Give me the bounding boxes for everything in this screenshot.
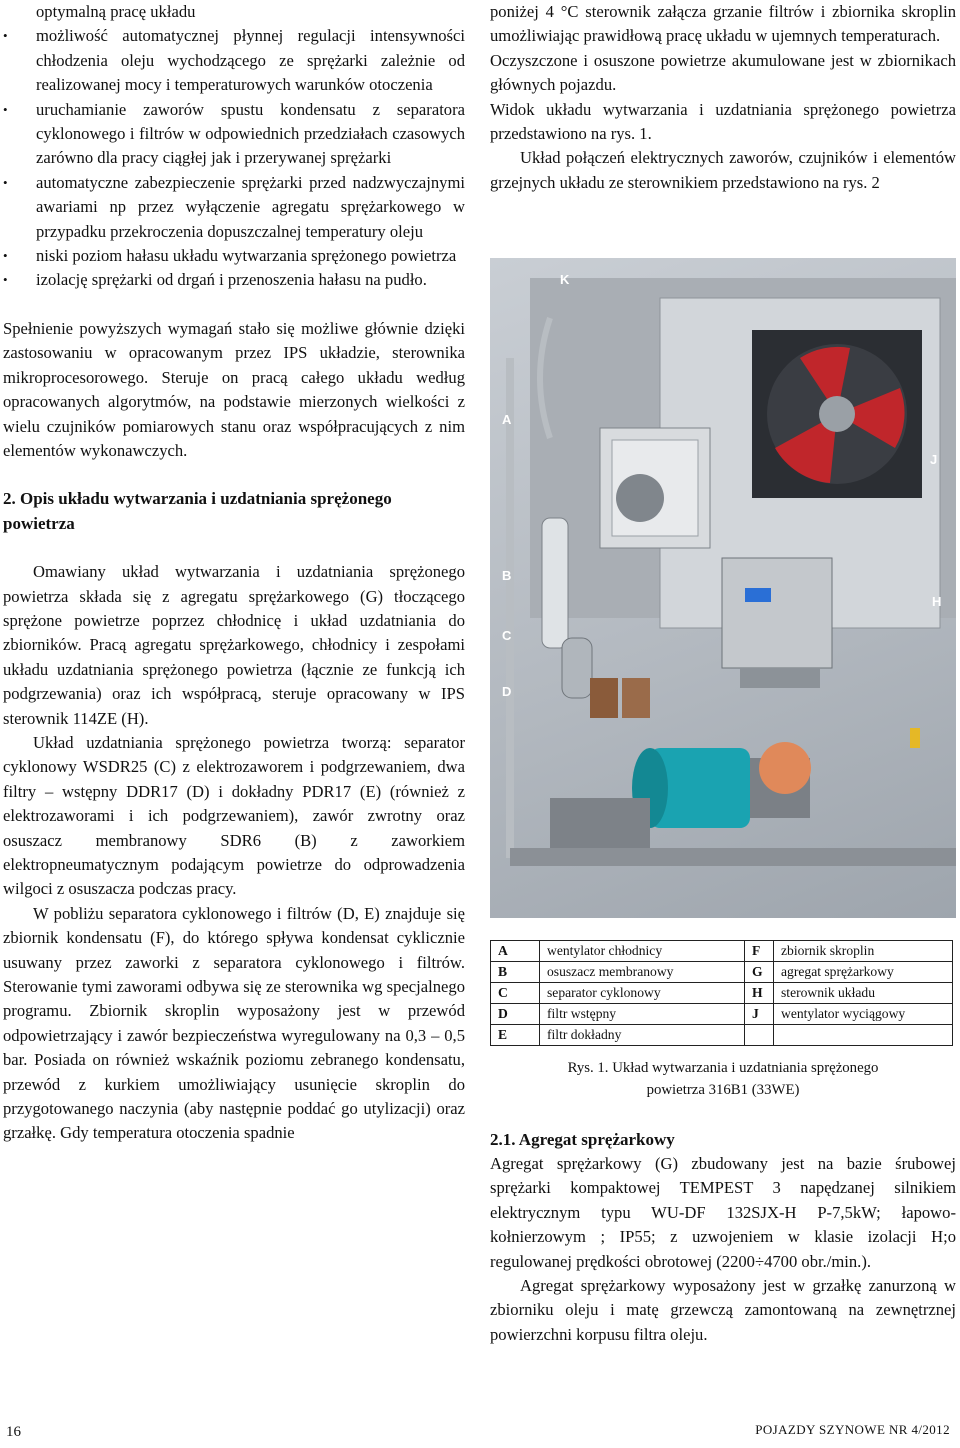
label-j: J	[930, 452, 938, 467]
list-item: • automatyczne zabezpieczenie sprężarki przed nadzwyczajnymi awariami np przez wyłączenie agregatu sprężarkowego w przypadku przekroczenia dopuszczalnej temperatury oleju	[3, 171, 465, 244]
legend-key: H	[745, 983, 774, 1004]
paragraph: poniżej 4 °C sterownik załącza grzanie filtrów i zbiornika skroplin umożliwiając prawidłową pracę układu w ujemnych temperaturach.	[490, 2, 956, 46]
label-c: C	[502, 628, 512, 643]
legend-key: J	[745, 1004, 774, 1025]
legend-desc: wentylator chłodnicy	[540, 941, 745, 962]
paragraph: Układ uzdatniania sprężonego powietrza tworzą: separator cyklonowy WSDR25 (C) z elektrozaworem i podgrzewaniem, dwa filtry – wstępny DDR17 (D) i dokładny PDR17 (E) (również z elektrozaworami i ich podgrzewaniem), zawór zwrotny oraz osuszacz membranowy SDR6 (B) z zaworkiem elektropneumatycznym podającym powietrze do odprowadzenia wilgoci z osuszacza podczas pracy.	[3, 732, 465, 899]
right-column-bottom	[490, 1128, 956, 1347]
list-item: • niski poziom hałasu układu wytwarzania sprężonego powietrza	[3, 244, 465, 268]
legend-desc: zbiornik skroplin	[774, 941, 953, 962]
caption-line: Rys. 1. Układ wytwarzania i uzdatniania sprężonego	[567, 1060, 879, 1076]
figure-caption	[490, 1057, 956, 1101]
list-item: • możliwość automatycznej płynnej regulacji intensywności chłodzenia oleju wychodzącego ze sprężarki zależnie od realizowanej mocy i temperaturowych warunków otoczenia	[3, 24, 465, 97]
filter-fine	[622, 678, 650, 718]
label-b: B	[502, 568, 512, 583]
label-k: K	[560, 272, 570, 287]
page-number: 16	[6, 1424, 21, 1440]
left-column	[3, 0, 465, 1146]
label-a: A	[502, 412, 512, 427]
legend-desc	[774, 1025, 953, 1046]
valve	[910, 728, 920, 748]
subsection-heading: 2.1. Agregat sprężarkowy	[490, 1130, 675, 1149]
legend-desc: osuszacz membranowy	[540, 962, 745, 983]
legend-key	[745, 1025, 774, 1046]
paragraph: Omawiany układ wytwarzania i uzdatniania sprężonego powietrza składa się z agregatu sprężarkowego (G) tłoczącego sprężone powietrze poprzez chłodnicę i układ uzdatniania do zbiorników. Pracą agregatu sprężarkowego, chłodnicy i zespołami układu uzdatniania sprężonego powietrza (łącznie ze funkcją ich podgrzewania) oraz ich współpracą, steruje opracowany w IPS sterownik 114ZE (H).	[3, 562, 465, 728]
table-row	[491, 941, 953, 962]
caption-line: powietrza 316B1 (33WE)	[646, 1082, 800, 1098]
bullet-continuation: optymalną pracę układu	[36, 2, 196, 21]
table-row	[491, 983, 953, 1004]
legend-key: B	[491, 962, 540, 983]
paragraph-intro: Spełnienie powyższych wymagań stało się możliwe głównie dzięki zastosowaniu w opracowanym przez IPS układzie, sterownika mikroprocesorowego. Steruje on pracą całego układu według opracowanych algorytmów, na podstawie mierzonych wielkości z wielu czujników pomiarowych stanu oraz współpracujących z nim elementów wykonawczych.	[3, 318, 465, 460]
label-h: H	[932, 594, 942, 609]
paragraph: Układ połączeń elektrycznych zaworów, czujników i elementów grzejnych układu ze sterownikiem przedstawiono na rys. 2	[490, 148, 956, 192]
table-row	[491, 962, 953, 983]
paragraph: Agregat sprężarkowy wyposażony jest w grzałkę zanurzoną w zbiorniku oleju i matę grzewczą zamontowaną na zewnętrznej powierzchni korpusu filtra oleju.	[490, 1276, 956, 1344]
legend-key: G	[745, 962, 774, 983]
right-column-top	[490, 0, 956, 195]
figure-compressor-system	[490, 258, 956, 918]
controller-cabinet	[722, 558, 832, 688]
legend-desc: wentylator wyciągowy	[774, 1004, 953, 1025]
table-row	[491, 1025, 953, 1046]
legend-key: F	[745, 941, 774, 962]
condensate-tank	[550, 798, 650, 848]
label-d: D	[502, 684, 512, 699]
feature-list	[3, 24, 465, 292]
figure-illustration	[490, 258, 956, 918]
base-frame	[510, 848, 956, 866]
legend-desc: filtr wstępny	[540, 1004, 745, 1025]
legend-key: E	[491, 1025, 540, 1046]
filter-pre	[590, 678, 618, 718]
list-item: • uruchamianie zaworów spustu kondensatu z separatora cyklonowego i filtrów w odpowiednich przedziałach czasowych zarówno dla pracy ciągłej jak i przerywanej sprężarki	[3, 98, 465, 171]
section-heading: 2. Opis układu wytwarzania i uzdatniania sprężonego powietrza	[3, 489, 392, 533]
list-item: • izolację sprężarki od drgań i przenoszenia hałasu na pudło.	[3, 268, 465, 292]
legend-desc: separator cyklonowy	[540, 983, 745, 1004]
exhaust-fan	[752, 330, 922, 498]
figure-legend-table	[490, 940, 953, 1046]
table-row	[491, 1004, 953, 1025]
membrane-dryer	[542, 518, 568, 648]
compressor-motor	[632, 742, 811, 828]
cooler-fan	[600, 428, 710, 548]
cyclone-separator	[562, 638, 592, 698]
paragraph: Agregat sprężarkowy (G) zbudowany jest na bazie śrubowej sprężarki kompaktowej TEMPEST 3 napędzanej silnikiem elektrycznym typu WU-DF 132SJX-H P-7,5kW; łapowo-kołnierzowym ; IP55; z uzwojeniem w klasie izolacji H;o regulowanej prędkości obrotowej (2200÷4700 obr./min.).	[490, 1154, 956, 1271]
legend-key: C	[491, 983, 540, 1004]
paragraph: Oczyszczone i osuszone powietrze akumulowane jest w zbiornikach głównych pojazdu.	[490, 50, 956, 95]
paragraph: W pobliżu separatora cyklonowego i filtrów (D, E) znajduje się zbiornik kondensatu (F), do którego spływa kondensat cyklicznie usuwany przez zaworki z separatora cyklonowego i filtrów. Sterowanie tymi zaworami odbywa się ze sterownika wg specjalnego programu. Zbiornik skroplin wyposażony jest w przewód odpowietrzający i zawór bezpieczeństwa wyregulowany na 0,3 – 0,5 bar. Posiada on również wskaźnik poziomu zebranego kondensatu, przewód z kurkiem umożliwiający usunięcie skroplin do przygotowanego naczynia (aby następnie poddać go utylizacji) oraz grzałkę. Gdy temperatura otoczenia spadnie	[3, 903, 465, 1143]
paragraph: Widok układu wytwarzania i uzdatniania sprężonego powietrza przedstawiono na rys. 1.	[490, 99, 956, 144]
legend-key: D	[491, 1004, 540, 1025]
journal-footer: POJAZDY SZYNOWE NR 4/2012	[755, 1422, 950, 1437]
legend-key: A	[491, 941, 540, 962]
legend-desc: agregat sprężarkowy	[774, 962, 953, 983]
legend-desc: filtr dokładny	[540, 1025, 745, 1046]
legend-desc: sterownik układu	[774, 983, 953, 1004]
